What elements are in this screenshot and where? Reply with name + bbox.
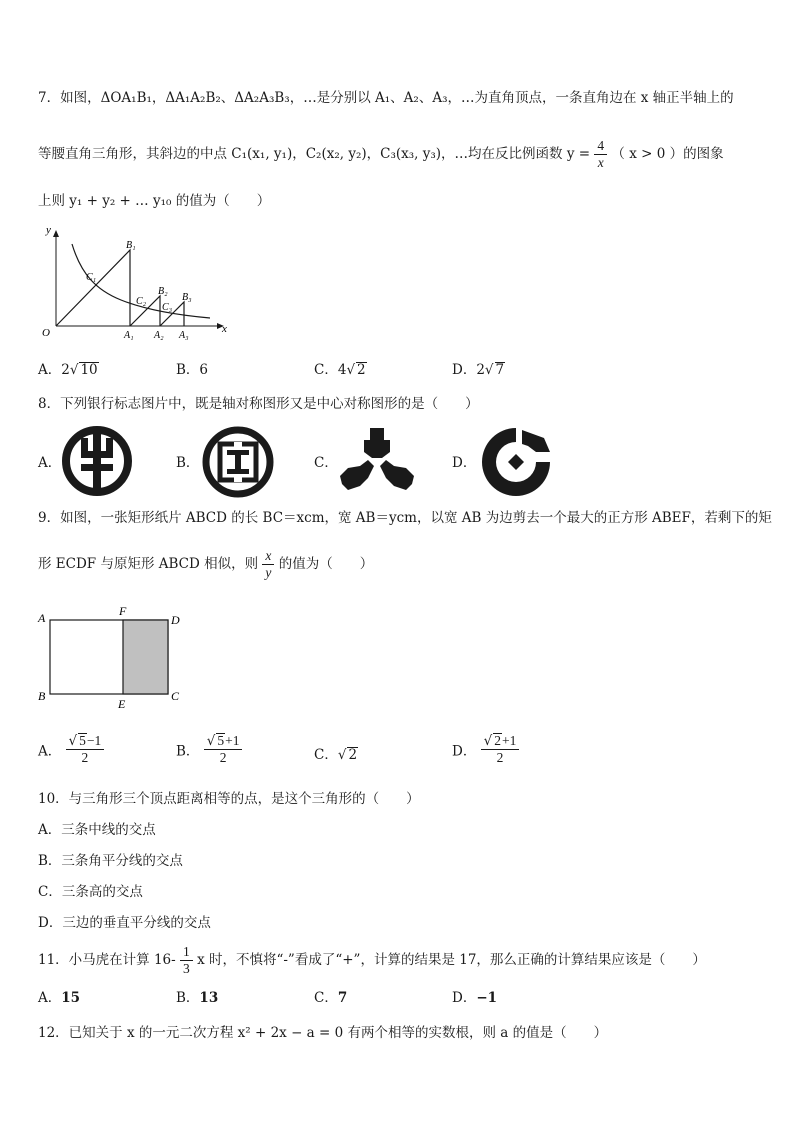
q9-option-b[interactable] (176, 733, 242, 766)
a1-label: A₁ (124, 330, 134, 341)
point-b-label: B (38, 689, 46, 703)
q8-option-d-label: D． (452, 455, 477, 471)
q7-option-b[interactable] (176, 358, 208, 378)
option-label: C． (314, 362, 338, 378)
option-num-rest: +1 (501, 733, 517, 748)
point-f-label: F (119, 604, 127, 618)
q8-option-a-label: A． (38, 455, 62, 471)
q7-line2-text: 等腰直角三角形，其斜边的中点 C₁(x₁, y₁)，C₂(x₂, y₂)，C₃(x₃, y₃)，…均在反比例函数 y = (38, 146, 591, 162)
q11-option-c[interactable] (314, 986, 347, 1006)
q7-option-c[interactable] (314, 358, 367, 378)
q7-graph (36, 222, 236, 344)
q10-option-a[interactable]: A．三条中线的交点 (38, 822, 156, 838)
option-radicand: 7 (495, 362, 505, 378)
option-radicand: 2 (494, 733, 501, 748)
c1-label: C₁ (86, 272, 97, 283)
q9-line2 (38, 548, 373, 581)
option-radicand: 10 (80, 362, 98, 378)
q11-stem-tail: x 时，不慎将“-”看成了“+”，计算的结果是 17，那么正确的计算结果应该是（ ） (197, 952, 706, 968)
option-fraction (481, 733, 520, 766)
q9-fraction (262, 548, 274, 581)
q9-rectangle-figure (34, 602, 194, 712)
option-label: B． (176, 990, 200, 1006)
q10-option-d[interactable]: D．三边的垂直平分线的交点 (38, 915, 211, 931)
option-coef: 2 (61, 362, 70, 378)
option-value: 13 (199, 990, 219, 1006)
option-label: C． (314, 990, 338, 1006)
option-coef: 2 (476, 362, 485, 378)
q11-frac-num: 1 (180, 944, 193, 961)
option-fraction (204, 733, 243, 766)
q11-stem (38, 944, 706, 977)
q7-option-a[interactable] (38, 358, 99, 378)
option-label: A． (38, 743, 62, 760)
option-label: A． (38, 990, 62, 1006)
point-e-label: E (118, 697, 126, 711)
q12-stem: 12．已知关于 x 的一元二次方程 x² + 2x − a = 0 有两个相等的实数根，则 a 的值是（ ） (38, 1025, 608, 1041)
q8-stem: 8．下列银行标志图片中，既是轴对称图形又是中心对称图形的是（ ） (38, 396, 479, 412)
sqrt-icon: √ (69, 362, 79, 378)
option-label: B． (176, 362, 200, 378)
ccb-c-bank-logo-icon[interactable] (478, 424, 554, 500)
q7-frac-num: 4 (594, 138, 607, 155)
q7-option-d[interactable] (452, 358, 505, 378)
q9-line2-text: 形 ECDF 与原矩形 ABCD 相似，则 (38, 556, 259, 572)
q9-frac-num: x (262, 548, 274, 565)
q9-line1: 9．如图，一张矩形纸片 ABCD 的长 BC＝xcm，宽 AB＝ycm，以宽 AB 为边剪去一个最大的正方形 ABEF，若剩下的矩 (38, 510, 772, 526)
option-radicand: 5 (79, 733, 86, 748)
q7-line3: 上则 y₁ + y₂ + … y₁₀ 的值为（ ） (38, 193, 271, 209)
option-den: 2 (219, 750, 227, 765)
sqrt-icon: √ (68, 733, 78, 749)
b1-label: B₁ (126, 240, 136, 251)
q10-option-c[interactable]: C．三条高的交点 (38, 884, 143, 900)
ccb-bank-logo-icon[interactable] (338, 424, 416, 496)
b2-label: B₂ (158, 286, 168, 297)
q7-fraction (594, 138, 607, 171)
c3-label: C₃ (162, 302, 173, 313)
q10-option-b[interactable]: B．三条角平分线的交点 (38, 853, 183, 869)
option-den: 2 (81, 750, 89, 765)
option-fraction (66, 733, 105, 766)
option-value: 15 (61, 990, 81, 1006)
sqrt-icon: √ (337, 747, 347, 763)
option-label: D． (452, 362, 477, 378)
q8-option-c-label: C． (314, 455, 338, 471)
a2-label: A₂ (154, 330, 164, 341)
option-radicand: 5 (217, 733, 225, 748)
option-num-rest: −1 (86, 733, 102, 748)
point-a-label: A (38, 611, 46, 625)
q11-option-b[interactable] (176, 986, 218, 1006)
q11-option-d[interactable] (452, 986, 497, 1006)
q8-option-b-label: B． (176, 455, 200, 471)
sqrt-icon: √ (484, 362, 494, 378)
q9-option-c[interactable] (314, 743, 358, 763)
option-radicand: 2 (357, 362, 366, 378)
q7-line2-tail: （ x > 0 ）的图象 (611, 146, 724, 162)
sqrt-icon: √ (346, 362, 356, 378)
icbc-bank-logo-icon[interactable] (200, 424, 276, 500)
q10-stem: 10．与三角形三个顶点距离相等的点，是这个三角形的（ ） (38, 791, 420, 807)
point-c-label: C (171, 689, 180, 703)
q9-frac-den: y (265, 565, 272, 580)
option-coef: 4 (337, 362, 347, 378)
q7-line1: 7．如图，ΔOA₁B₁，ΔA₁A₂B₂、ΔA₂A₃B₃，…是分别以 A₁、A₂、A₃，…为直角顶点，一条直角边在 x 轴正半轴上的 (38, 90, 734, 106)
point-d-label: D (171, 613, 180, 627)
option-radicand: 2 (348, 747, 358, 763)
q11-fraction (180, 944, 193, 977)
q11-frac-den: 3 (183, 961, 190, 976)
q7-frac-den: x (597, 155, 604, 170)
option-label: B． (176, 743, 200, 760)
c2-label: C₂ (136, 296, 147, 307)
abc-bank-logo-icon[interactable] (60, 424, 134, 498)
option-label: A． (38, 362, 62, 378)
option-label: D． (452, 743, 477, 760)
option-value: 7 (337, 990, 348, 1006)
sqrt-icon: √ (483, 733, 493, 749)
q9-option-d[interactable] (452, 733, 519, 766)
q11-stem-text: 11．小马虎在计算 16- (38, 952, 176, 968)
option-label: C． (314, 747, 338, 763)
option-den: 2 (496, 750, 504, 765)
q9-line2-tail: 的值为（ ） (278, 556, 374, 572)
option-value: 6 (199, 362, 209, 378)
q9-option-a[interactable] (38, 733, 104, 766)
x-axis-label: x (222, 323, 227, 335)
option-num-rest: +1 (225, 733, 240, 748)
option-label: D． (452, 990, 477, 1006)
q7-line2 (38, 138, 724, 171)
y-axis-label: y (46, 224, 51, 236)
q11-option-a[interactable] (38, 986, 80, 1006)
a3-label: A₃ (179, 330, 189, 341)
origin-label: O (42, 327, 50, 339)
b3-label: B₃ (182, 292, 192, 303)
sqrt-icon: √ (206, 733, 216, 749)
option-value: −1 (476, 990, 498, 1006)
